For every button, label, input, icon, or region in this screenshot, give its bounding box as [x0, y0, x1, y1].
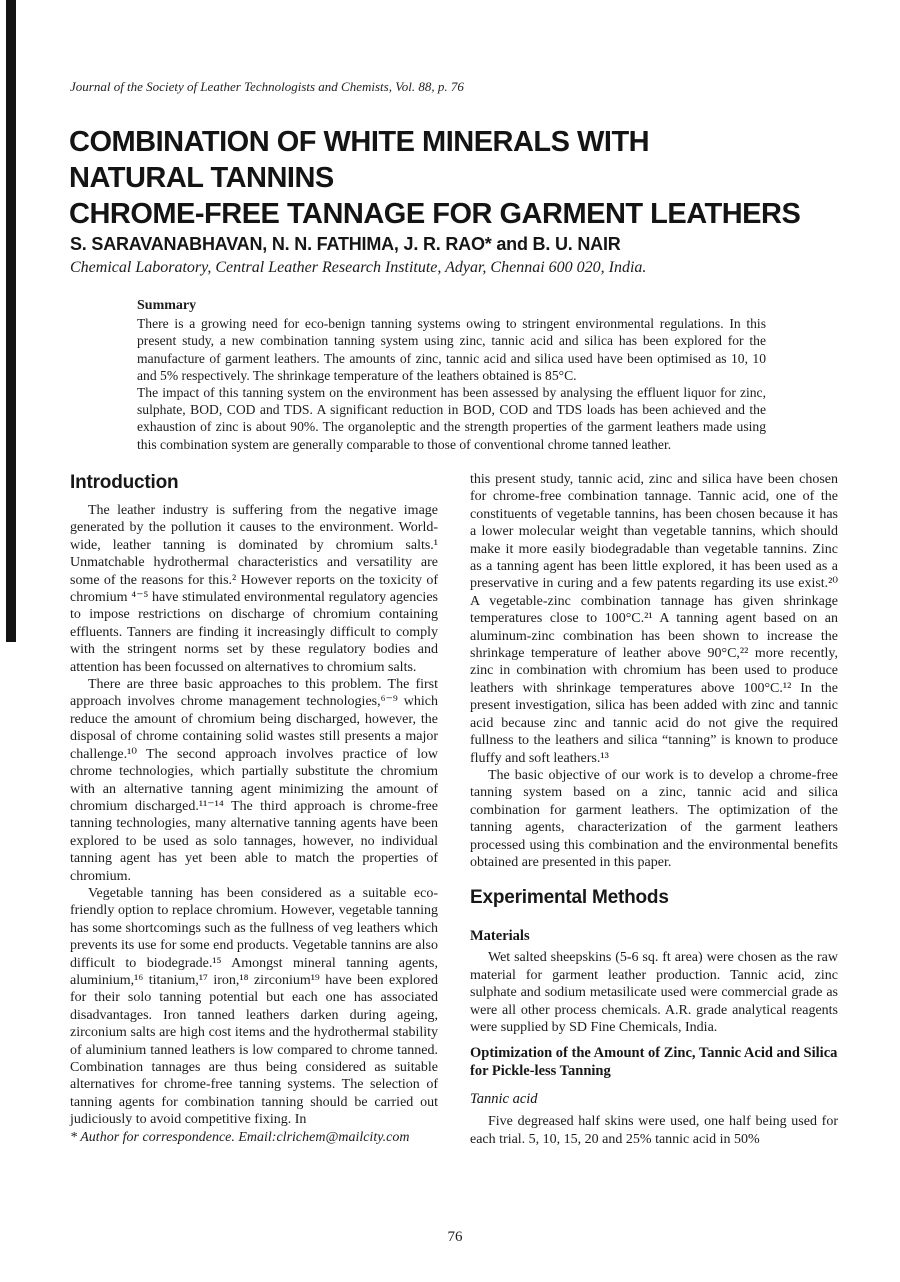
article-title-line-1: COMBINATION OF WHITE MINERALS WITH	[69, 126, 650, 158]
article-title-line-2: NATURAL TANNINS	[69, 162, 334, 194]
objective-paragraph: The basic objective of our work is to develop a chrome-free tanning system based on a zinc, tannic acid and silica combination for garment leathers. The optimization of the tanning agents, characterization of the garment leathers processed using this combination and the environmental benefits obtained are presented in this paper.	[470, 767, 838, 870]
article-title	[69, 124, 859, 232]
materials-paragraph: Wet salted sheepskins (5-6 sq. ft area) were chosen as the raw material for garment leather production. Tannic acid, zinc sulphate and sodium metasilicate used were commercial grade as were all other process chemicals. A.R. grade analytical reagents were supplied by SD Fine Chemicals, India.	[470, 950, 838, 1035]
subsection-heading-materials: Materials	[470, 928, 530, 945]
left-column	[70, 472, 438, 1146]
subsection-heading-tannic-acid: Tannic acid	[470, 1091, 538, 1108]
section-heading-introduction: Introduction	[70, 472, 179, 493]
continuation-paragraph: this present study, tannic acid, zinc and silica have been chosen for chrome-free combination tannage. Tannic acid, one of the constituents of vegetable tannins, has been chosen because it has a lower molecular weight than vegetable tannins, which should make it more easily biodegradable than vegetable tannins. Zinc as a tanning agent has been little explored, it has been used as a preservative in curing and a few patents regarding its use exist.²⁰ A vegetable-zinc combination tannage has given shrinkage temperatures close to 100°C.²¹ A tanning agent based on an aluminum-zinc combination has been shown to increase the shrinkage temperature of leather above 90°C,²² more recently, zinc in combination with chromium has been used to produce leathers with shrinkage temperatures above 100°C.¹² In the present investigation, silica has been added with zinc and tannic acid because zinc and tannic acid do not give the required fullness to the leathers and silica “tanning” is known to produce fluffy and soft leathers.¹³	[470, 472, 838, 766]
scan-edge-artifact	[6, 0, 16, 642]
intro-paragraph-1: The leather industry is suffering from the negative image generated by the pollution it causes to the environment. World-wide, leather tanning is dominated by chromium salts.¹ Unmatchable hydrothermal characteristics and versatility are some of the reasons for this.² However reports on the toxicity of chromium ⁴⁻⁵ have stimulated environmental regulatory agencies to impose restrictions on discharge of chromium containing effluents. Tanners are finding it increasingly difficult to comply with the stringent norms set by these regulatory bodies and attention has been focussed on alternatives to chromium salts.	[70, 503, 438, 675]
summary-paragraph-1: There is a growing need for eco-benign tanning systems owing to stringent environmental regulations. In this present study, a new combination tanning system using zinc, tannic acid and silica has been explored for the manufacture of garment leathers. The amounts of zinc, tannic acid and silica used have been optimised as 10, 10 and 5% respectively. The shrinkage temperature of the leathers obtained is 85°C.	[137, 316, 766, 383]
intro-paragraph-2: There are three basic approaches to this problem. The first approach involves chrome management technologies,⁶⁻⁹ which reduce the amount of chromium being discharged, however, the disposal of chrome containing solid wastes still presents a major challenge.¹⁰ The second approach involves practice of low chrome technologies, which partially substitute the chromium with an alternative tanning agent minimizing the amount of chromium discharged.¹¹⁻¹⁴ The third approach is chrome-free tanning technologies, many alternative tanning agents have been explored to be used as solo tannages, however, no individual tanning agent has yet been able to match the properties of chromium.	[70, 677, 438, 884]
page-number: 76	[447, 1229, 463, 1245]
affiliation-line: Chemical Laboratory, Central Leather Research Institute, Adyar, Chennai 600 020, India.	[70, 259, 647, 276]
subsection-heading-optimization: Optimization of the Amount of Zinc, Tannic Acid and Silica for Pickle-less Tanning	[470, 1045, 838, 1080]
summary-heading: Summary	[137, 298, 197, 313]
tannic-acid-paragraph: Five degreased half skins were used, one half being used for each trial. 5, 10, 15, 20 and 25% tannic acid in 50%	[470, 1114, 838, 1147]
intro-paragraph-3: Vegetable tanning has been considered as a suitable eco-friendly option to replace chromium. However, vegetable tanning has some shortcomings such as the fullness of veg leathers which prevents its use for some end products. Vegetable tannins are also difficult to biodegrade.¹⁵ Amongst mineral tanning agents, aluminium,¹⁶ titanium,¹⁷ iron,¹⁸ zirconium¹⁹ have been explored for their solo tanning potential but each one has associated disadvantages. Iron tanned leathers darken during ageing, zirconium salts are high cost items and the hydrothermal stability of aluminium tanned leathers is low compared to chrome tanned. Combination tannages are thus being considered as suitable alternatives for chrome-free tanning systems. The selection of tanning agents for combination tanning should be carried out judiciously to avoid competitive fixing. In	[70, 885, 438, 1128]
authors-line: S. SARAVANABHAVAN, N. N. FATHIMA, J. R. RAO* and B. U. NAIR	[70, 234, 621, 254]
right-column	[470, 471, 838, 1148]
section-heading-experimental-methods: Experimental Methods	[470, 887, 669, 909]
correspondence-footnote: * Author for correspondence. Email:clrichem@mailcity.com	[70, 1129, 410, 1145]
summary-block	[137, 297, 766, 453]
summary-paragraph-2: The impact of this tanning system on the environment has been assessed by analysing the effluent liquor for zinc, sulphate, BOD, COD and TDS. A significant reduction in BOD, COD and TDS loads has been achieved and the exhaustion of zinc is about 90%. The organoleptic and the strength properties of the garment leathers made using this combination system are generally comparable to those of conventional chrome tanned leather.	[137, 385, 766, 452]
journal-header: Journal of the Society of Leather Technologists and Chemists, Vol. 88, p. 76	[70, 79, 464, 94]
article-title-line-3: CHROME-FREE TANNAGE FOR GARMENT LEATHERS	[69, 198, 801, 230]
